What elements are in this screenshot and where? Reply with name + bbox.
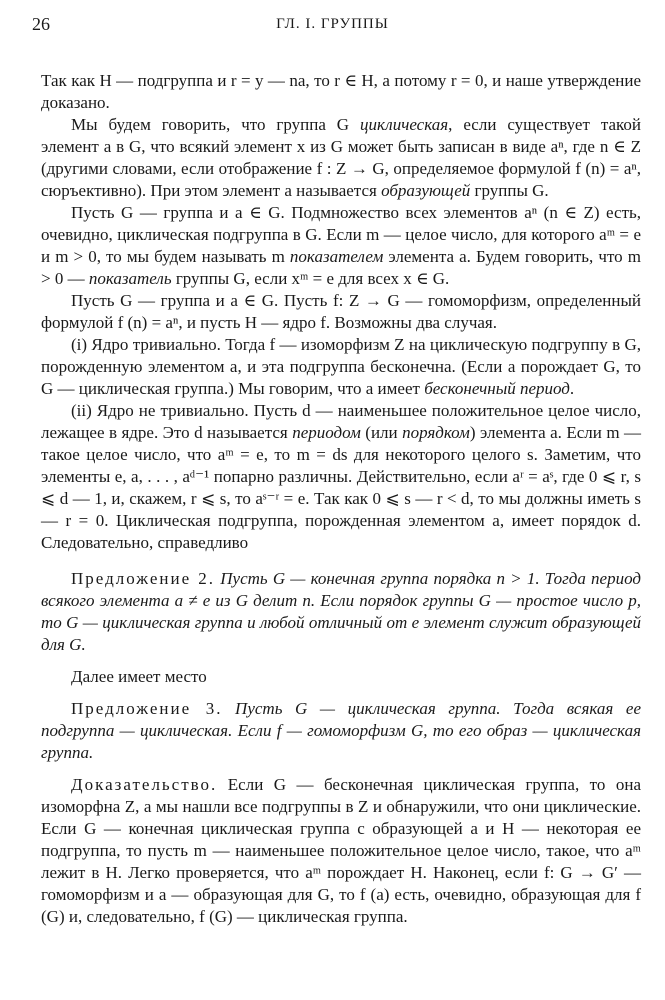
text-run: элемента a. Будем говорить, что m > 0 — xyxy=(41,247,641,288)
text-run: образующей xyxy=(381,181,471,200)
paragraph-exponent-definition xyxy=(41,202,641,290)
text-run: Пусть G — группа и a ∈ G. Подмножество всех элементов aⁿ (n ∈ Z) есть, очевидно, циклическая подгруппа в G. Если m — целое число, для которого aᵐ = e и m > 0, то мы будем называть m xyxy=(41,203,641,266)
proof-proposition-3 xyxy=(41,774,641,928)
text-run: Так как H — подгруппа и r = y — na, то r ∈ H, а потому r = 0, и наше утверждение доказано. xyxy=(41,71,641,112)
text-run: Далее имеет место xyxy=(71,667,207,686)
text-run: , если существует такой элемент a в G, что всякий элемент x из G может быть записан в виде aⁿ, где n ∈ Z (другими словами, если отображение f : Z → G, определяемое формулой f (n) = aⁿ, сюръективно). При этом элемент a называется xyxy=(41,115,641,200)
text-run: Если G — бесконечная циклическая группа, то она изоморфна Z, а мы нашли все подгруппы в Z и обнаружили, что они циклические. Если G — конечная циклическая группа с образующей a и H — некоторая ее подгруппа, то пусть m — наименьшее положительное целое число, такое, что aᵐ лежит в H. Легко проверяется, что aᵐ порождает H. Наконец, если f: G → G′ — гомоморфизм и a — образующая для G, то f (a) есть, очевидно, образующая для f (G) и, следовательно, f (G) — циклическая группа. xyxy=(41,775,641,926)
running-head: ГЛ. I. ГРУППЫ xyxy=(276,16,389,32)
text-run: Пусть G — группа и a ∈ G. Пусть f: Z → G — гомоморфизм, определенный формулой f (n) = aⁿ, и пусть H — ядро f. Возможны два случая. xyxy=(41,291,641,332)
text-run: (или xyxy=(360,423,403,442)
text-run: порядком xyxy=(402,423,470,442)
text-run: (ii) Ядро не тривиально. Пусть d — наименьшее положительное целое число, лежащее в ядре. Это d называется xyxy=(41,401,641,442)
text-run: показателем xyxy=(289,247,384,266)
paragraph-case-i xyxy=(41,334,641,400)
paragraph-proof-end xyxy=(41,70,641,114)
paragraph-heading: Предложение 3. xyxy=(71,699,223,718)
text-run: группы G, если xᵐ = e для всех x ∈ G. xyxy=(171,269,450,288)
paragraph-heading: Предложение 2. xyxy=(71,569,216,588)
page-number: 26 xyxy=(32,14,50,34)
text-run: Пусть G — конечная группа порядка n > 1. Тогда период всякого элемента a ≠ e из G делит n. Если порядок группы G — простое число p, то G — циклическая группа и любой отличный от e элемент служит образующей для G. xyxy=(41,569,641,654)
paragraph-case-ii xyxy=(41,400,641,554)
paragraph-heading: Доказательство. xyxy=(71,775,218,794)
text-run: показатель xyxy=(88,269,172,288)
proposition-2 xyxy=(41,568,641,656)
paragraph-cyclic-definition xyxy=(41,114,641,202)
paragraph-two-cases xyxy=(41,290,641,334)
text-run: . xyxy=(569,379,575,398)
page-body xyxy=(41,70,641,928)
page-header xyxy=(0,14,665,38)
text-run: (i) Ядро тривиально. Тогда f — изоморфизм Z на циклическую подгруппу в G, порожденную элементом a, и эта подгруппа бесконечна. (Если a порождает G, то G — циклическая группа.) Мы говорим, что a имеет xyxy=(41,335,641,398)
text-run: циклическая xyxy=(360,115,449,134)
text-run: Пусть G — циклическая группа. Тогда всякая ее подгруппа — циклическая. Если f — гомоморфизм G, то его образ — циклическая группа. xyxy=(41,699,641,762)
paragraph-transition xyxy=(41,666,641,688)
text-run: ) элемента a. Если m — такое целое число, что aᵐ = e, то m = ds для некоторого целого s. Заметим, что элементы e, a, . . . , aᵈ⁻¹ попарно различны. Действительно, если aʳ = aˢ, где 0 ⩽ r, s ⩽ d — 1, и, скажем, r ⩽ s, то aˢ⁻ʳ = e. Так как 0 ⩽ s — r < d, то мы должны иметь s — r = 0. Циклическая подгруппа, порожденная элементом a, имеет порядок d. Следовательно, справедливо xyxy=(41,423,642,552)
text-run: бесконечный период xyxy=(424,379,570,398)
text-run: группы G. xyxy=(470,181,549,200)
text-run: периодом xyxy=(292,423,361,442)
text-run: Мы будем говорить, что группа G xyxy=(71,115,361,134)
proposition-3 xyxy=(41,698,641,764)
